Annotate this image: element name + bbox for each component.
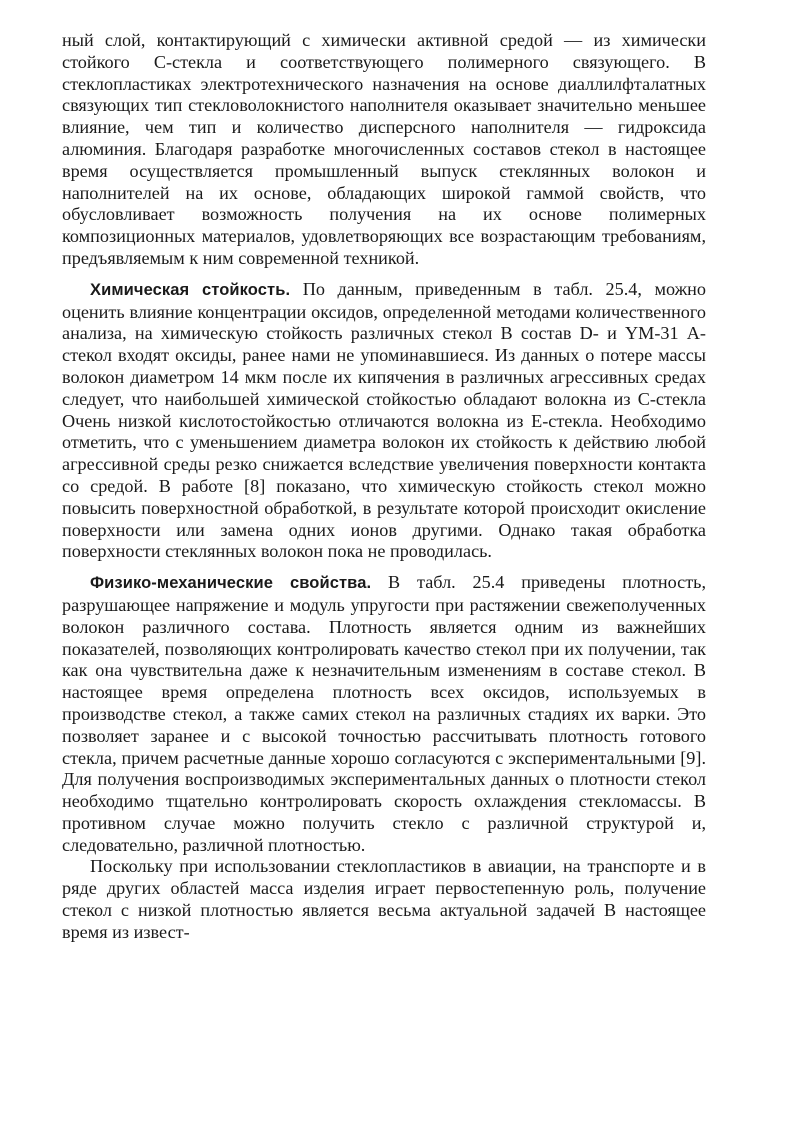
paragraph-chemical-resistance [62,279,706,563]
paragraph-low-density: Поскольку при использовании стеклопластиков в авиации, на транспорте и в ряде других областей масса изделия играет первостепенную роль, получение стекол с низкой плотностью является весьма актуальной задачей В настоящее время из извест- [62,856,706,942]
paragraph-text: По данным, приведенным в табл. 25.4, можно оценить влияние концентрации оксидов, определенной методами количественного анализа, на химическую стойкость различных стекол В состав D- и YM-31 А-стекол входят оксиды, ранее нами не упоминавшиеся. Из данных о потере массы волокон диаметром 14 мкм после их кипячения в различных агрессивных средах следует, что наибольшей химической стойкостью обладают волокна из С-стекла Очень низкой кислотостойкостью отличаются волокна из Е-стекла. Необходимо отметить, что с уменьшением диаметра волокон их стойкость к действию любой агрессивной среды резко снижается вследствие увеличения поверхности контакта со средой. В работе [8] показано, что химическую стойкость стекол можно повысить поверхностной обработкой, в результате которой происходит окисление поверхности или замена одних ионов другими. Однако такая обработка поверхности стеклянных волокон пока не проводилась. [62,278,706,562]
section-heading-chemical-resistance: Химическая стойкость. [90,280,291,299]
paragraph-physical-mechanical [62,572,706,856]
paragraph-text: В табл. 25.4 приведены плотность, разрушающее напряжение и модуль упругости при растяжении свежеполученных волокон различного состава. Плотность является одним из важнейших показателей, позволяющих контролировать качество стекол при их получении, так как она чувствительна даже к незначительным изменениям в составе стекол. В настоящее время определена плотность всех оксидов, используемых в производстве стекол, а также самих стекол на различных стадиях их варки. Это позволяет заранее и с высокой точностью рассчитывать плотность готового стекла, причем расчетные данные хорошо согласуются с экспериментальными [9]. Для получения воспроизводимых экспериментальных данных о плотности стекол необходимо тщательно контролировать скорость охлаждения стекломассы. В противном случае можно получить стекло с различной структурой и, следовательно, различной плотностью. [62,572,706,855]
paragraph-gap [62,270,706,279]
section-heading-physical-mechanical: Физико-механические свойства. [90,574,372,593]
paragraph-gap [62,563,706,572]
document-page [62,30,706,944]
paragraph-continuation: ный слой, контактирующий с химически активной средой — из химически стойкого С-стекла и соответствующего полимерного связующего. В стеклопластиках электротехнического назначения на основе диаллилфталатных связующих тип стекловолокнистого наполнителя оказывает значительно меньшее влияние, чем тип и количество дисперсного наполнителя — гидроксида алюминия. Благодаря разработке многочисленных составов стекол в настоящее время осуществляется промышленный выпуск стеклянных волокон и наполнителей на их основе, обладающих широкой гаммой свойств, что обусловливает возможность получения на их основе полимерных композиционных материалов, удовлетворяющих все возрастающим требованиям, предъявляемым к ним современной техникой. [62,30,706,268]
